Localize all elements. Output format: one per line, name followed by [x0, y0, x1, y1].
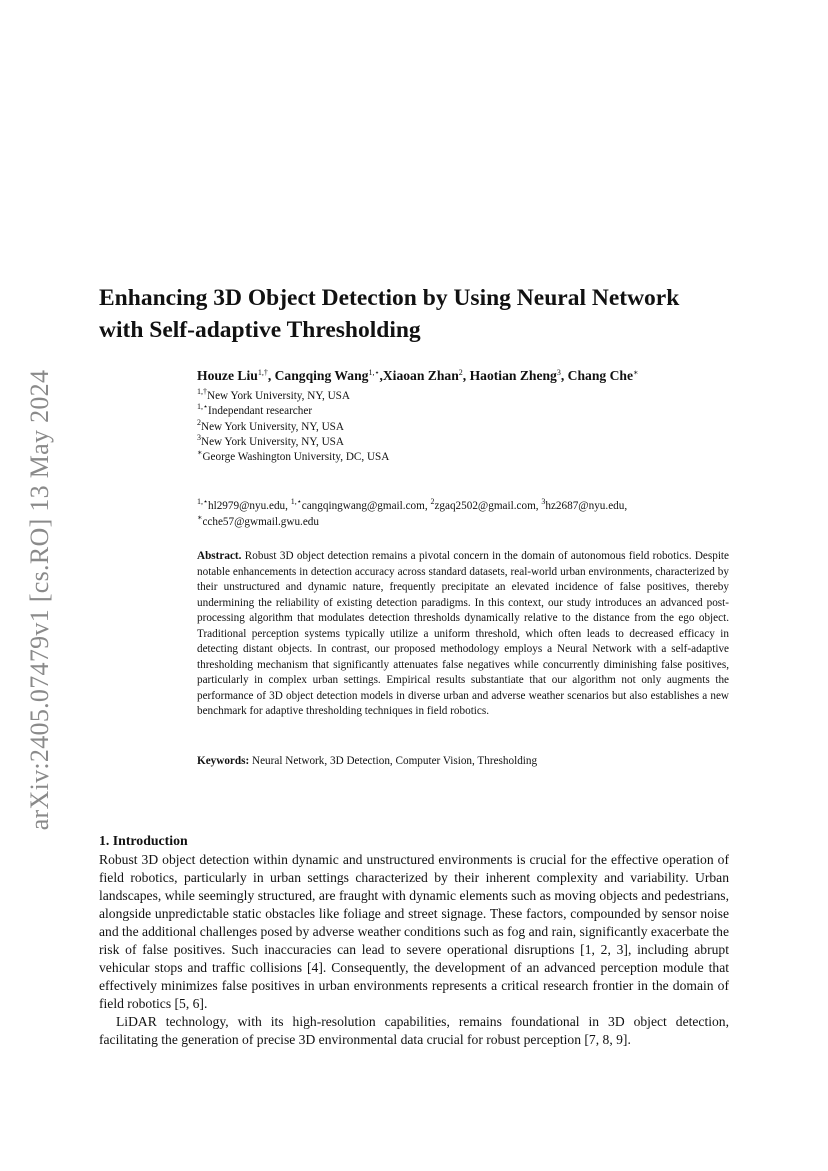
- affiliation-mark: 2: [197, 417, 201, 427]
- affiliation-item: [197, 417, 717, 435]
- author-separator: ,: [267, 368, 275, 383]
- author-list: [197, 368, 717, 384]
- arxiv-identifier-stamp: arXiv:2405.07479v1 [cs.RO] 13 May 2024: [25, 369, 54, 831]
- affiliation-item: [197, 432, 717, 450]
- email-mark: 3: [541, 497, 546, 506]
- keywords-text: Neural Network, 3D Detection, Computer Vision, Thresholding: [252, 755, 538, 767]
- author-name: Haotian Zheng: [469, 368, 557, 383]
- email-mark: 2: [430, 497, 435, 506]
- email-address: cche57@gwmail.gwu.edu: [202, 516, 319, 528]
- affiliation-item: [197, 389, 717, 404]
- email-address: cangqingwang@gmail.com,: [301, 500, 431, 512]
- introduction-body: [99, 851, 729, 1049]
- title-line: with Self-adaptive Thresholding: [99, 317, 421, 343]
- abstract-text: Robust 3D object detection remains a pivotal concern in the domain of autonomous field robotics. Despite notable enhancements in detection accuracy across standard datasets, real-world urban environments, characterized by their unstructured and dynamic nature, frequently precipitate an elevated incidence of false positives, thereby undermining the reliability of existing detection paradigms. In this context, our study introduces an advanced post-processing algorithm that modulates detection thresholds dynamically relative to the distance from the ego object. Traditional perception systems typically utilize a uniform threshold, which often leads to decreased efficacy in detecting distant objects. In contrast, our proposed methodology employs a Neural Network with a self-adaptive thresholding mechanism that significantly attenuates false negatives while concurrently diminishing false positives, particularly in complex urban settings. Empirical results substantiate that our algorithm not only augments the performance of 3D object detection models in diverse urban and adverse weather scenarios but also establishes a new benchmark for adaptive thresholding techniques in field robotics.: [197, 550, 730, 717]
- affiliation-mark: 1,⋆: [197, 402, 209, 412]
- email-line: [197, 498, 727, 514]
- author-affiliation-mark: 1,⋆: [368, 368, 380, 377]
- affiliation-list: [197, 389, 717, 465]
- author-affiliation-mark: ∗: [632, 368, 639, 377]
- author-name: Xiaoan Zhan: [382, 368, 459, 383]
- affiliation-mark: ∗: [197, 448, 203, 458]
- email-list: [197, 498, 727, 530]
- affiliation-mark: 3: [197, 432, 201, 442]
- email-mark: 1,⋆: [197, 497, 209, 506]
- author-separator: ,: [560, 368, 568, 383]
- author-name: Chang Che: [567, 368, 633, 383]
- abstract: [197, 549, 729, 720]
- author-name: Houze Liu: [197, 368, 258, 383]
- affiliation-mark: 1,†: [197, 387, 207, 396]
- author-name: Cangqing Wang: [274, 368, 369, 383]
- affiliation-text: George Washington University, DC, USA: [202, 451, 390, 464]
- author-affiliation-mark: 3: [556, 368, 561, 377]
- email-mark: 1,⋆: [290, 497, 302, 506]
- affiliation-text: New York University, NY, USA: [201, 435, 344, 448]
- body-paragraph: LiDAR technology, with its high-resolution capabilities, remains foundational in 3D object detection, facilitating the generation of precise 3D environmental data crucial for robust perception [7, 8, 9].: [99, 1014, 729, 1047]
- author-separator: ,: [379, 368, 383, 383]
- author-affiliation-mark: 2: [458, 368, 463, 377]
- affiliation-item: [197, 450, 717, 465]
- affiliation-text: New York University, NY, USA: [207, 390, 350, 402]
- title-line: Enhancing 3D Object Detection by Using Neural Network: [99, 285, 680, 311]
- affiliation-text: New York University, NY, USA: [201, 420, 344, 433]
- affiliation-item: [197, 404, 717, 419]
- keywords-label: Keywords:: [197, 755, 250, 767]
- email-mark: ∗: [197, 513, 203, 522]
- email-address: hl2979@nyu.edu,: [208, 500, 291, 512]
- email-address: hz2687@nyu.edu,: [545, 500, 628, 512]
- author-separator: ,: [462, 368, 470, 383]
- keywords: [197, 755, 729, 767]
- abstract-label: Abstract.: [197, 550, 242, 562]
- paper-title: [99, 282, 739, 346]
- email-line: [197, 514, 727, 530]
- author-affiliation-mark: 1,†: [257, 368, 268, 377]
- section-heading: 1. Introduction: [99, 833, 188, 848]
- body-paragraph: Robust 3D object detection within dynamic and unstructured environments is crucial for the effective operation of field robotics, particularly in urban settings characterized by their inherent complexity and variability. Urban landscapes, while seemingly structured, are fraught with dynamic elements such as moving objects and pedestrians, alongside unpredictable static obstacles like foliage and street signage. These factors, compounded by sensor noise and the additional challenges posed by adverse weather conditions such as fog and rain, significantly exacerbate the risk of false positives. Such inaccuracies can lead to severe operational disruptions [1, 2, 3], including abrupt vehicular stops and traffic collisions [4]. Consequently, the development of an advanced perception module that effectively minimizes false positives in urban environments represents a critical research frontier in the domain of field robotics [5, 6].: [99, 852, 729, 1011]
- email-address: zgaq2502@gmail.com,: [434, 500, 542, 512]
- affiliation-text: Independant researcher: [208, 405, 313, 418]
